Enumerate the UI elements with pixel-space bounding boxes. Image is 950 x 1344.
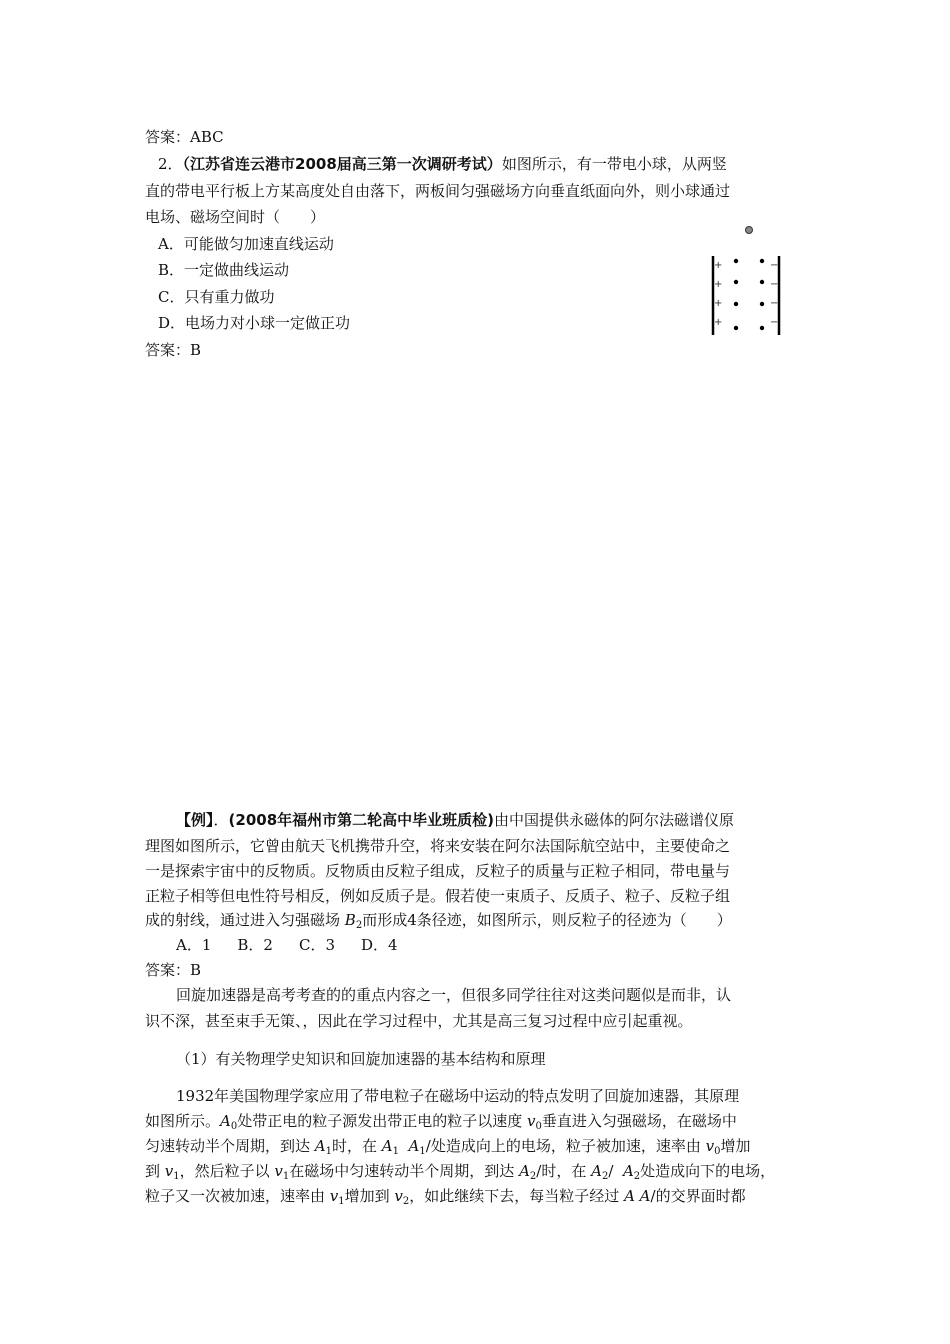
text-run: 处带正电的粒子源发出带正电的粒子以速度 (237, 1112, 528, 1130)
paragraph-line: 回旋加速器是高考考查的的重点内容之一，但很多同学往往对这类问题似是而非，认 (176, 986, 732, 1004)
symbol: v (527, 1112, 536, 1130)
subscript: 1 (173, 1171, 180, 1182)
option-c: C．只有重力做功 (158, 288, 275, 306)
prime-mark: / (650, 1187, 656, 1205)
option-b: B．2 (237, 936, 273, 954)
example-options (176, 936, 398, 954)
subscript: 2 (529, 1171, 537, 1182)
subscript: 0 (535, 1121, 542, 1132)
text-run: 到 (145, 1162, 165, 1180)
subscript: 1 (282, 1171, 290, 1182)
subscript: 1 (325, 1146, 332, 1157)
minus-sign: − (770, 260, 779, 271)
text-run: 处造成向下的电场， (640, 1162, 776, 1180)
prime-mark: / (425, 1137, 431, 1155)
answer-line: 答案：ABC (145, 128, 224, 146)
plus-sign: + (714, 260, 723, 271)
field-dot (760, 302, 764, 306)
text-run: ，然后粒子以 (179, 1162, 275, 1180)
plus-sign: + (714, 279, 723, 290)
symbol: A (519, 1162, 530, 1180)
symbol: A (381, 1137, 393, 1155)
section-heading: （1）有关物理学史知识和回旋加速器的基本结构和原理 (176, 1050, 546, 1068)
plus-sign: + (714, 317, 723, 328)
option-d: D．电场力对小球一定做正功 (158, 314, 351, 332)
question-number: 2． (158, 155, 183, 173)
option-a: A．可能做匀加速直线运动 (158, 235, 334, 253)
question-2-line-2: 直的带电平行板上方某高度处自由落下，两板间匀强磁场方向垂直纸面向外，则小球通过 (145, 182, 731, 200)
example-line-1 (176, 811, 734, 829)
symbol-b: B (344, 911, 356, 929)
text-run: 增加 (720, 1137, 751, 1155)
example-line-2: 理图如图所示，它曾由航天飞机携带升空，将来安装在阿尔法国际航空站中，主要使命之 (145, 837, 731, 855)
subscript: 2 (601, 1171, 609, 1182)
symbol: A (399, 1137, 420, 1155)
paragraph-line (145, 1112, 737, 1136)
minus-sign: − (770, 279, 779, 290)
text-run: 匀速转动半个周期，到达 (145, 1137, 315, 1155)
text-run: 粒子又一次被加速，速率由 (145, 1187, 330, 1205)
symbol: v (164, 1162, 174, 1180)
text-run: 时，在 (332, 1137, 382, 1155)
field-dot (760, 280, 764, 284)
answer-line: 答案：B (145, 341, 202, 359)
subscript: 2 (402, 1196, 410, 1207)
prime-mark: / (608, 1162, 614, 1180)
plus-sign: + (714, 298, 723, 309)
symbol: v (705, 1137, 715, 1155)
answer-line: 答案：B (145, 961, 202, 979)
option-d: D．4 (361, 936, 398, 954)
example-line-4: 正粒子相等但电性符号相反，例如反质子是。假若使一束质子、反质子、粒子、反粒子组 (145, 887, 731, 905)
example-line-5 (145, 911, 732, 935)
symbol: A (613, 1162, 634, 1180)
minus-sign: − (770, 317, 779, 328)
subscript: 1 (392, 1146, 399, 1157)
text-run: 处造成向上的电场，粒子被加速，速率由 (430, 1137, 706, 1155)
text-run: 增加到 (344, 1187, 395, 1205)
example-line-3: 一是探索宇宙中的反物质。反物质由反粒子组成，反粒子的质量与正粒子相同，带电量与 (145, 862, 731, 880)
question-text: 如图所示，有一带电小球，从两竖 (501, 155, 727, 173)
option-c: C．3 (298, 936, 335, 954)
paragraph-line (145, 1162, 775, 1186)
prime-mark: / (536, 1162, 542, 1180)
field-dot (760, 259, 764, 263)
question-2-line-3: 电场、磁场空间时（ ） (145, 208, 326, 226)
paragraph-line: 识不深，甚至束手无策、，因此在学习过程中，尤其是高三复习过程中应引起重视。 (145, 1012, 693, 1030)
option-b: B．一定做曲线运动 (158, 261, 290, 279)
text-run: 垂直进入匀强磁场，在磁场中 (541, 1112, 737, 1130)
field-dot (734, 302, 738, 306)
text-run: 在磁场中匀速转动半个周期，到达 (289, 1162, 520, 1180)
field-dot (734, 280, 738, 284)
text-run: 的交界面时都 (655, 1187, 746, 1205)
question-source: （江苏省连云港市2008届高三第一次调研考试） (182, 155, 502, 173)
minus-sign: − (770, 298, 779, 309)
paragraph-line (145, 1187, 746, 1211)
example-text: 由中国提供永磁体的阿尔法磁谱仪原 (494, 811, 735, 829)
text-run: 成的射线，通过进入匀强磁场 (145, 911, 345, 929)
subscript: 2 (633, 1171, 641, 1182)
paragraph-line: 1932年美国物理学家应用了带电粒子在磁场中运动的特点发明了回旋加速器，其原理 (176, 1087, 740, 1105)
subscript: 1 (419, 1146, 426, 1157)
text-run: 而形成4条径迹，如图所示，则反粒子的径迹为（ ） (362, 911, 732, 929)
text-run: ，如此继续下去，每当粒子经过 (409, 1187, 625, 1205)
subscript: 1 (338, 1196, 345, 1207)
paragraph-line (145, 1137, 750, 1161)
charged-ball (746, 227, 753, 234)
field-dot (760, 326, 764, 330)
symbol: v (274, 1162, 283, 1180)
text-run: 如图所示。 (145, 1112, 221, 1130)
symbol: A A (624, 1187, 651, 1205)
field-dot (734, 326, 738, 330)
symbol: A (314, 1137, 326, 1155)
symbol: v (394, 1187, 403, 1205)
option-a: A．1 (176, 936, 212, 954)
symbol: v (329, 1187, 339, 1205)
question-2-line-1 (158, 155, 727, 173)
symbol: A (591, 1162, 602, 1180)
symbol: A (220, 1112, 231, 1130)
text-run: 时，在 (541, 1162, 592, 1180)
subscript: 2 (355, 920, 363, 931)
example-tag: 【例】 (176, 811, 214, 829)
example-source: (2008年福州市第二轮高中毕业班质检) (228, 811, 494, 829)
subscript: 0 (714, 1146, 721, 1157)
example-separator: ． (213, 811, 229, 829)
field-dot (734, 259, 738, 263)
subscript: 0 (230, 1121, 238, 1132)
charged-plates-figure (700, 220, 790, 340)
